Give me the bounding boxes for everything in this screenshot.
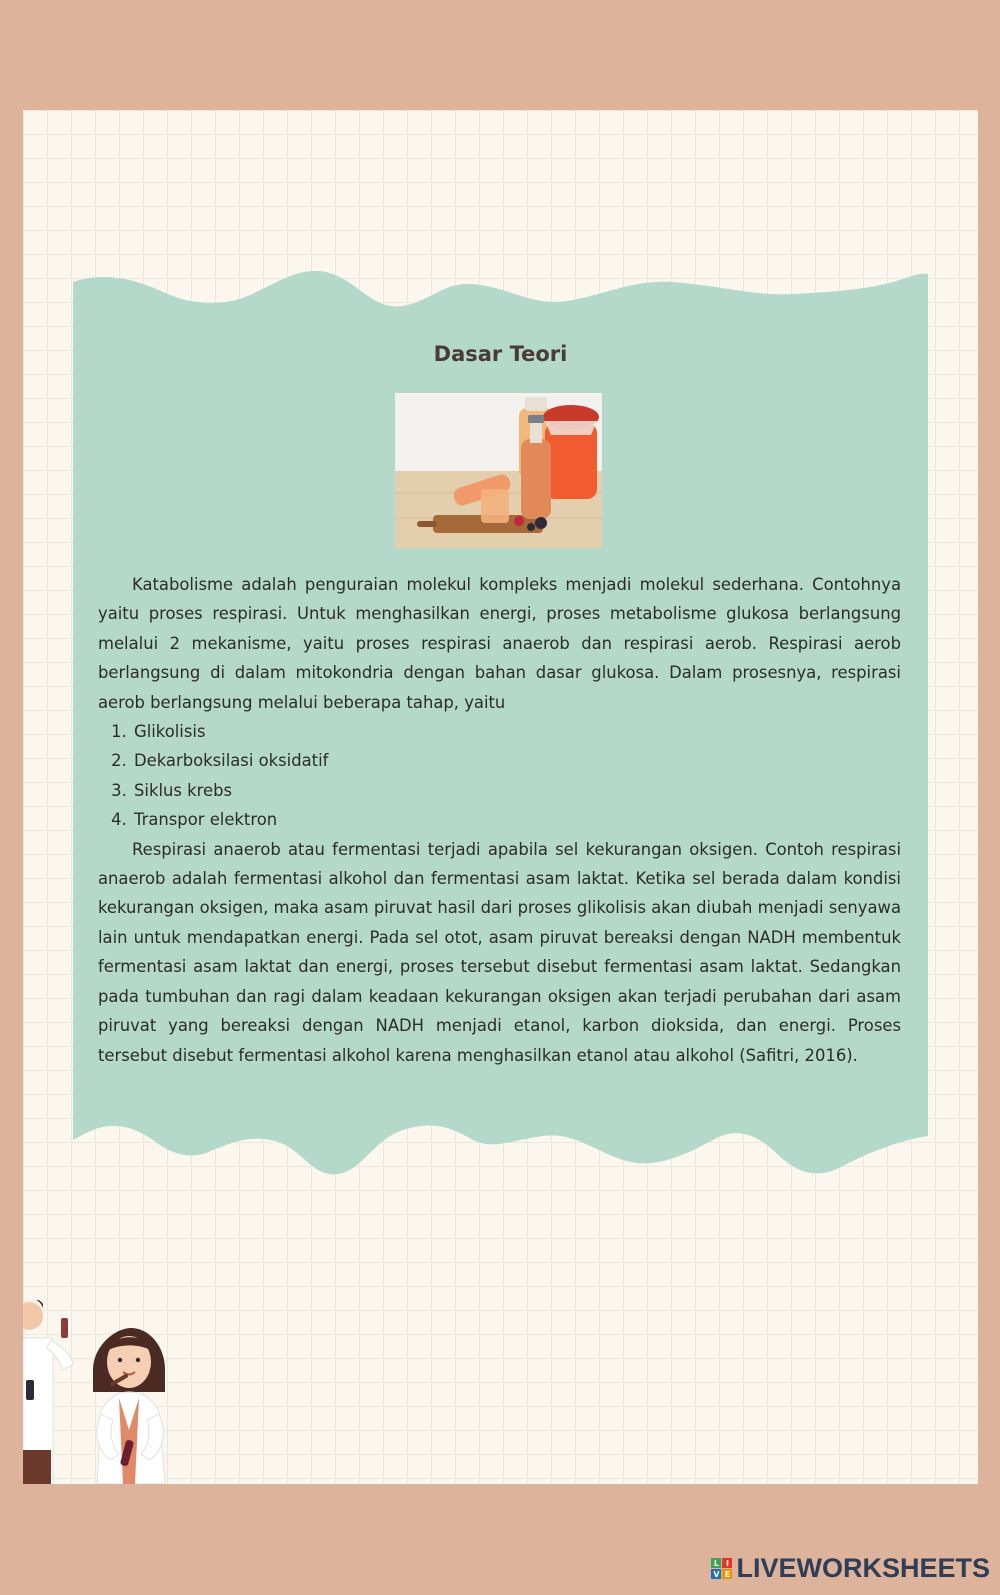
worksheet-page <box>23 110 978 1484</box>
list-item: 3. Siklus krebs <box>132 776 901 805</box>
paragraph-anaerob: Respirasi anaerob atau fermentasi terjadi apabila sel kekurangan oksigen. Contoh respirasi anaerob adalah fermentasi alkohol dan fermentasi asam laktat. Ketika sel berada dalam kondisi kekurangan oksigen, maka asam piruvat hasil dari proses glikolisis akan diubah menjadi senyawa lain untuk mendapatkan energi. Pada sel otot, asam piruvat bereaksi dengan NADH membentuk fermentasi asam laktat dan energi, proses tersebut disebut fermentasi asam laktat. Sedangkan pada tumbuhan dan ragi dalam keadaan kekurangan oksigen akan terjadi perubahan dari asam piruvat yang bereaksi dengan NADH menjadi etanol, karbon dioksida, dan energi. Proses tersebut disebut fermentasi alkohol karena menghasilkan etanol atau alkohol (Safitri, 2016). <box>98 839 901 1065</box>
list-item: 4. Transpor elektron <box>132 805 901 834</box>
paragraph-katabolisme: Katabolisme adalah penguraian molekul kompleks menjadi molekul sederhana. Contohnya yaitu proses respirasi. Untuk menghasilkan energi, proses metabolisme glukosa berlangsung melalui 2 mekanisme, yaitu proses respirasi anaerob dan respirasi aerob. Respirasi aerob berlangsung di dalam mitokondria dengan bahan dasar glukosa. Dalam prosesnya, respirasi aerob berlangsung melalui beberapa tahap, yaitu <box>98 575 901 712</box>
list-item: 2. Dekarboksilasi oksidatif <box>132 746 901 775</box>
liveworksheets-brand[interactable] <box>711 1553 990 1584</box>
stages-list <box>98 717 901 835</box>
brand-name: LIVEWORKSHEETS <box>736 1553 990 1583</box>
list-item: 1. Glikolisis <box>132 717 901 746</box>
kombucha-photo <box>395 393 602 548</box>
liveworksheets-logo-icon: L I V E <box>711 1558 732 1579</box>
page-title: Dasar Teori <box>433 342 568 366</box>
scientists-illustration <box>23 1300 183 1484</box>
theory-text <box>98 570 901 1070</box>
